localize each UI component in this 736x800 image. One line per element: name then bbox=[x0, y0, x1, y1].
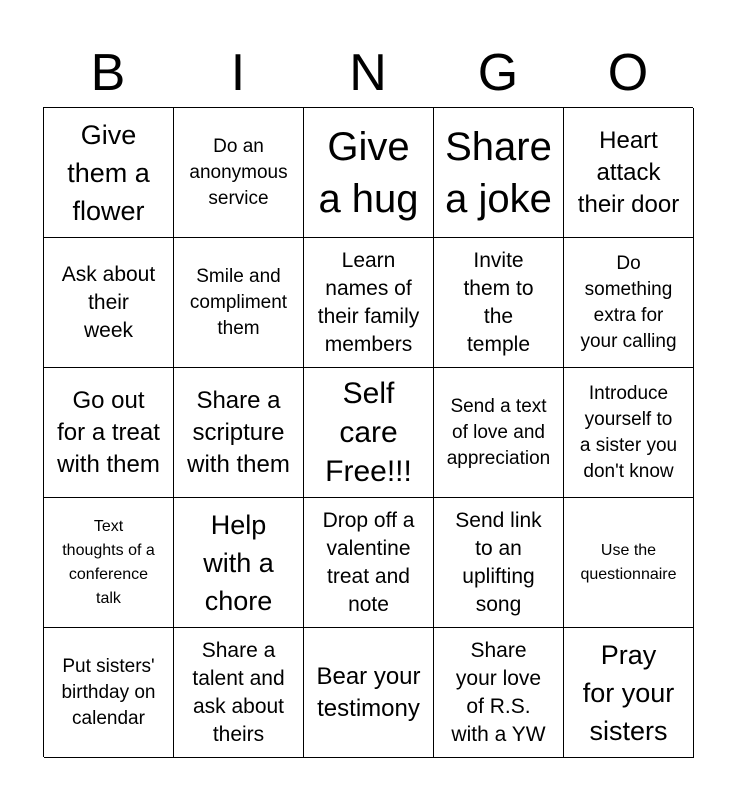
bingo-cell-r5c2[interactable] bbox=[174, 628, 304, 758]
cell-text: Share a joke bbox=[445, 124, 552, 221]
bingo-cell-r3c2[interactable] bbox=[174, 368, 304, 498]
cell-text: Text thoughts of a conference talk bbox=[62, 517, 155, 607]
header-letter-n: N bbox=[349, 44, 387, 102]
bingo-cell-r1c5[interactable] bbox=[564, 108, 694, 238]
cell-text: Give a hug bbox=[318, 124, 419, 221]
header-letter-o: O bbox=[607, 44, 649, 102]
cell-text: Do something extra for your calling bbox=[580, 252, 677, 352]
bingo-cell-r5c5[interactable] bbox=[564, 628, 694, 758]
bingo-cell-r5c1[interactable] bbox=[44, 628, 174, 758]
cell-text: Smile and compliment them bbox=[189, 265, 288, 339]
cell-text: Learn names of their family members bbox=[317, 248, 420, 356]
bingo-cell-r4c3[interactable] bbox=[304, 498, 434, 628]
bingo-cell-r4c4[interactable] bbox=[434, 498, 564, 628]
bingo-cell-r2c5[interactable] bbox=[564, 238, 694, 368]
bingo-cell-r2c4[interactable] bbox=[434, 238, 564, 368]
cell-text: Use the questionnaire bbox=[580, 541, 677, 583]
cell-text: Give them a flower bbox=[67, 119, 150, 226]
header-letter-b: B bbox=[90, 44, 126, 102]
bingo-cell-r4c1[interactable] bbox=[44, 498, 174, 628]
cell-text: Send a text of love and appreciation bbox=[446, 395, 551, 469]
cell-text: Ask about their week bbox=[61, 262, 156, 342]
bingo-cell-r3c5[interactable] bbox=[564, 368, 694, 498]
cell-text: Share a talent and ask about theirs bbox=[192, 638, 285, 746]
bingo-cell-free[interactable] bbox=[304, 368, 434, 498]
cell-text: Put sisters' birthday on calendar bbox=[61, 655, 156, 729]
cell-text: Send link to an uplifting song bbox=[455, 508, 542, 616]
bingo-cell-r1c4[interactable] bbox=[434, 108, 564, 238]
bingo-cell-r5c4[interactable] bbox=[434, 628, 564, 758]
bingo-cell-r2c1[interactable] bbox=[44, 238, 174, 368]
bingo-cell-r3c4[interactable] bbox=[434, 368, 564, 498]
bingo-cell-r1c2[interactable] bbox=[174, 108, 304, 238]
bingo-cell-r4c2[interactable] bbox=[174, 498, 304, 628]
cell-text: Share your love of R.S. with a YW bbox=[451, 638, 546, 746]
bingo-cell-r2c2[interactable] bbox=[174, 238, 304, 368]
cell-text: Pray for your sisters bbox=[582, 639, 675, 746]
cell-text: Do an anonymous service bbox=[189, 135, 288, 209]
cell-text: Introduce yourself to a sister you don't know bbox=[579, 382, 678, 482]
bingo-board bbox=[43, 107, 693, 757]
cell-text: Self care Free!!! bbox=[325, 377, 412, 488]
bingo-header bbox=[43, 38, 693, 108]
cell-text: Bear your testimony bbox=[316, 662, 421, 722]
bingo-cell-r2c3[interactable] bbox=[304, 238, 434, 368]
cell-text: Heart attack their door bbox=[577, 126, 680, 218]
cell-text: Drop off a valentine treat and note bbox=[322, 508, 415, 616]
bingo-cell-r5c3[interactable] bbox=[304, 628, 434, 758]
cell-text: Go out for a treat with them bbox=[57, 386, 160, 478]
header-letter-i: I bbox=[230, 44, 246, 102]
cell-text: Share a scripture with them bbox=[187, 386, 290, 478]
bingo-cell-r3c1[interactable] bbox=[44, 368, 174, 498]
bingo-cell-r4c5[interactable] bbox=[564, 498, 694, 628]
bingo-cell-r1c3[interactable] bbox=[304, 108, 434, 238]
cell-text: Help with a chore bbox=[203, 509, 274, 616]
cell-text: Invite them to the temple bbox=[463, 248, 534, 356]
header-letter-g: G bbox=[477, 44, 519, 102]
bingo-cell-r1c1[interactable] bbox=[44, 108, 174, 238]
